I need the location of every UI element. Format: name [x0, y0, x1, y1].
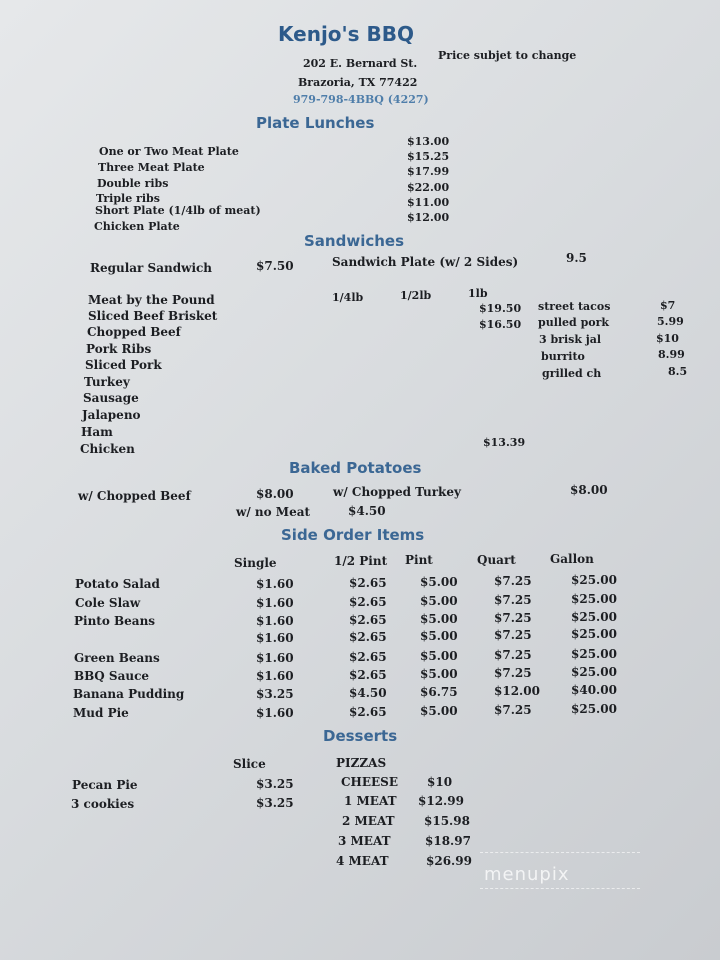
extra-item: pulled pork [538, 316, 610, 329]
side-item-price: $25.00 [571, 647, 617, 661]
plate-lunches-heading: Plate Lunches [256, 114, 375, 132]
price-note: Price subjet to change [438, 49, 577, 62]
side-item-price: $2.65 [349, 650, 387, 664]
baked-potatoes-heading: Baked Potatoes [289, 459, 422, 477]
side-item-price: $1.60 [256, 706, 294, 720]
side-item-price: $5.00 [420, 594, 458, 608]
plate-item: Short Plate (1/4lb of meat) [95, 204, 261, 217]
extra-item: street tacos [538, 300, 611, 313]
plate-price: $13.00 [407, 135, 450, 148]
side-item-price: $5.00 [420, 629, 458, 643]
dessert-item: Pecan Pie [72, 778, 138, 792]
pizza-price: $26.99 [426, 854, 472, 868]
potato-chopped-turkey-price: $8.00 [570, 483, 608, 497]
meat-item: Turkey [84, 375, 130, 389]
pizza-price: $12.99 [418, 794, 464, 808]
phone-number: 979-798-4BBQ (4227) [293, 93, 429, 106]
side-item-price: $5.00 [420, 704, 458, 718]
plate-price: $12.00 [407, 211, 450, 224]
side-col-header: Quart [477, 553, 516, 567]
plate-item: Triple ribs [96, 192, 160, 205]
side-item-price: $5.00 [420, 649, 458, 663]
dessert-price: $3.25 [256, 777, 294, 791]
side-item-price: $4.50 [349, 686, 387, 700]
side-orders-heading: Side Order Items [281, 526, 425, 544]
extra-price: $7 [660, 299, 676, 312]
side-item-price: $7.25 [494, 611, 532, 625]
pizza-item: 2 MEAT [342, 814, 395, 828]
chopped-beef-price: $16.50 [479, 318, 522, 331]
extra-price: 8.99 [658, 348, 685, 361]
side-item-price: $2.65 [349, 668, 387, 682]
side-item-price: $5.00 [420, 667, 458, 681]
sandwich-plate-price: 9.5 [566, 251, 587, 265]
pizza-item: CHEESE [341, 775, 398, 789]
side-item-price: $1.60 [256, 577, 294, 591]
address-line-1: 202 E. Bernard St. [303, 57, 418, 70]
side-item-price: $6.75 [420, 685, 458, 699]
meat-item: Chicken [80, 442, 135, 456]
side-item-price: $25.00 [571, 592, 617, 606]
extra-item: burrito [541, 350, 585, 363]
side-item-price: $2.65 [349, 613, 387, 627]
extra-item: grilled ch [542, 367, 602, 380]
side-item-name: Green Beans [74, 651, 160, 665]
meat-item: Ham [81, 425, 113, 439]
watermark-line [480, 888, 640, 889]
plate-item: Three Meat Plate [98, 161, 205, 174]
chicken-price: $13.39 [483, 436, 526, 449]
side-item-name: BBQ Sauce [74, 669, 150, 683]
sandwich-plate-label: Sandwich Plate (w/ 2 Sides) [332, 255, 519, 269]
side-col-header: Pint [405, 553, 433, 567]
side-item-price: $1.60 [256, 596, 294, 610]
side-item-price: $40.00 [571, 683, 617, 697]
dessert-slice-label: Slice [233, 757, 266, 771]
meat-item: Jalapeno [82, 408, 141, 422]
side-item-price: $7.25 [494, 628, 532, 642]
regular-sandwich-price: $7.50 [256, 259, 294, 273]
restaurant-title: Kenjo's BBQ [278, 22, 415, 46]
side-item-price: $7.25 [494, 593, 532, 607]
plate-item: Double ribs [97, 177, 169, 190]
meat-item: Sausage [83, 391, 139, 405]
potato-no-meat-label: w/ no Meat [236, 505, 311, 519]
side-item-price: $1.60 [256, 651, 294, 665]
dessert-item: 3 cookies [71, 797, 135, 811]
extra-price: $10 [656, 332, 679, 345]
plate-price: $22.00 [407, 181, 450, 194]
meat-item: Sliced Pork [85, 358, 162, 372]
meat-item: Pork Ribs [86, 342, 152, 356]
col-quarter-lb: 1/4lb [332, 291, 364, 304]
side-item-price: $2.65 [349, 595, 387, 609]
side-item-price: $25.00 [571, 573, 617, 587]
potato-chopped-beef-label: w/ Chopped Beef [78, 489, 191, 503]
side-item-price: $7.25 [494, 703, 532, 717]
side-item-price: $25.00 [571, 610, 617, 624]
dessert-price: $3.25 [256, 796, 294, 810]
sandwiches-heading: Sandwiches [304, 232, 405, 250]
meat-by-pound-label: Meat by the Pound [88, 293, 215, 307]
pizza-item: 3 MEAT [338, 834, 391, 848]
desserts-heading: Desserts [323, 727, 398, 745]
side-item-price: $25.00 [571, 702, 617, 716]
pizza-price: $18.97 [425, 834, 471, 848]
side-item-name: Mud Pie [73, 706, 129, 720]
plate-price: $11.00 [407, 196, 450, 209]
plate-item: One or Two Meat Plate [99, 145, 239, 158]
side-item-price: $3.25 [256, 687, 294, 701]
side-item-price: $12.00 [494, 684, 540, 698]
plate-price: $17.99 [407, 165, 450, 178]
address-line-2: Brazoria, TX 77422 [298, 76, 418, 89]
potato-chopped-turkey-label: w/ Chopped Turkey [333, 485, 461, 499]
side-item-price: $7.25 [494, 666, 532, 680]
extra-price: 5.99 [657, 315, 684, 328]
side-item-price: $1.60 [256, 669, 294, 683]
extra-price: 8.5 [668, 365, 688, 378]
col-one-lb: 1lb [468, 287, 488, 300]
watermark-text: menupix [484, 864, 570, 885]
side-item-price: $25.00 [571, 627, 617, 641]
extra-item: 3 brisk jal [539, 333, 602, 346]
side-col-header: Gallon [550, 552, 594, 566]
regular-sandwich-label: Regular Sandwich [90, 261, 213, 275]
watermark-line [480, 852, 640, 853]
meat-item: Sliced Beef Brisket [88, 309, 218, 323]
side-col-header: 1/2 Pint [334, 554, 388, 568]
pizza-item: 4 MEAT [336, 854, 389, 868]
col-half-lb: 1/2lb [400, 289, 432, 302]
side-item-name: Banana Pudding [73, 687, 185, 701]
side-item-name: Pinto Beans [74, 614, 156, 628]
side-item-price: $2.65 [349, 705, 387, 719]
side-item-price: $7.25 [494, 648, 532, 662]
potato-chopped-beef-price: $8.00 [256, 487, 294, 501]
potato-no-meat-price: $4.50 [348, 504, 386, 518]
side-col-header: Single [234, 556, 277, 570]
side-item-name: Potato Salad [75, 577, 160, 591]
pizza-price: $15.98 [424, 814, 470, 828]
meat-item: Chopped Beef [87, 325, 181, 339]
side-item-price: $25.00 [571, 665, 617, 679]
side-item-price: $1.60 [256, 614, 294, 628]
side-item-price: $5.00 [420, 575, 458, 589]
pizza-price: $10 [427, 775, 453, 789]
plate-price: $15.25 [407, 150, 450, 163]
pizzas-heading: PIZZAS [336, 756, 387, 770]
side-item-name: Cole Slaw [75, 596, 141, 610]
side-item-price: $7.25 [494, 574, 532, 588]
side-item-price: $2.65 [349, 630, 387, 644]
side-item-price: $2.65 [349, 576, 387, 590]
side-item-price: $5.00 [420, 612, 458, 626]
plate-item: Chicken Plate [94, 220, 180, 233]
pizza-item: 1 MEAT [344, 794, 397, 808]
side-item-price: $1.60 [256, 631, 294, 645]
brisket-price: $19.50 [479, 302, 522, 315]
